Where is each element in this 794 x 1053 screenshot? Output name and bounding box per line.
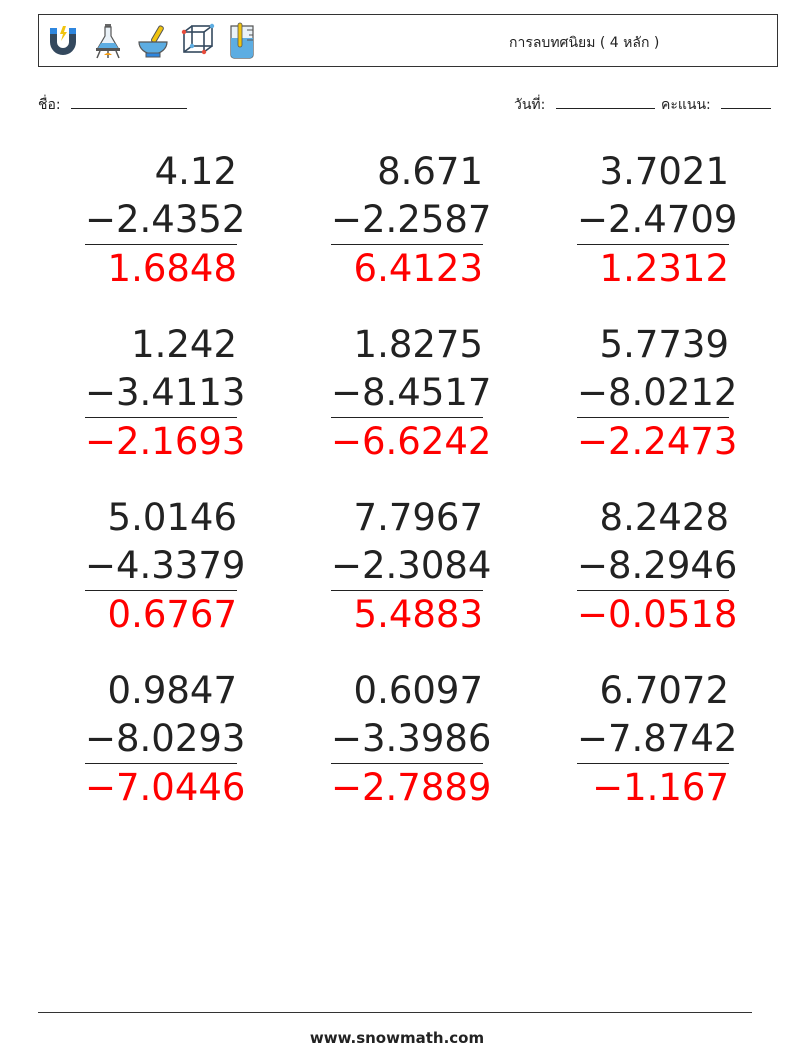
subtrahend: −8.0212 xyxy=(577,371,738,414)
minuend: 5.0146 xyxy=(107,496,237,539)
answer: 1.6848 xyxy=(107,247,237,290)
minuend: 1.242 xyxy=(131,323,237,366)
subtrahend: −2.4352 xyxy=(85,198,246,241)
footer-site: www.snowmath.com xyxy=(309,1029,485,1047)
answer: 0.6767 xyxy=(107,593,237,636)
subtraction-problem xyxy=(85,667,246,812)
cube-icon xyxy=(180,22,216,60)
answer: 1.2312 xyxy=(599,247,729,290)
answer: 5.4883 xyxy=(353,593,483,636)
subtrahend: −2.2587 xyxy=(331,198,492,241)
icon-strip xyxy=(45,22,261,62)
minuend: 0.6097 xyxy=(353,669,483,712)
score-field[interactable] xyxy=(661,94,771,116)
subtraction-problem xyxy=(331,148,492,293)
date-line xyxy=(556,96,655,109)
subtrahend: −3.3986 xyxy=(331,717,492,760)
answer: −2.1693 xyxy=(85,420,246,463)
answer: −2.2473 xyxy=(577,420,738,463)
footer-divider xyxy=(38,1012,752,1013)
minuend: 4.12 xyxy=(154,150,237,193)
answer: −1.167 xyxy=(592,766,729,809)
flask-icon xyxy=(90,22,126,60)
header-box xyxy=(38,14,778,67)
beaker-icon xyxy=(225,22,261,60)
subtraction-problem xyxy=(577,494,738,639)
name-line xyxy=(71,96,187,109)
subtrahend: −4.3379 xyxy=(85,544,246,587)
subtraction-problem xyxy=(85,321,246,466)
minuend: 5.7739 xyxy=(599,323,729,366)
minuend: 8.2428 xyxy=(599,496,729,539)
date-label: วันที่: xyxy=(514,97,546,113)
subtraction-problem xyxy=(85,148,246,293)
answer: −0.0518 xyxy=(577,593,738,636)
subtrahend: −8.2946 xyxy=(577,544,738,587)
minuend: 6.7072 xyxy=(599,669,729,712)
answer: 6.4123 xyxy=(353,247,483,290)
worksheet-title: การลบทศนิยม ( 4 หลัก ) xyxy=(509,35,660,51)
subtraction-problem xyxy=(577,321,738,466)
subtrahend: −7.8742 xyxy=(577,717,738,760)
date-field[interactable] xyxy=(514,94,655,116)
magnet-icon xyxy=(45,22,81,60)
subtrahend: −8.0293 xyxy=(85,717,246,760)
score-line xyxy=(721,96,771,109)
answer: −2.7889 xyxy=(331,766,492,809)
minuend: 1.8275 xyxy=(353,323,483,366)
subtraction-problem xyxy=(331,494,492,639)
subtrahend: −2.3084 xyxy=(331,544,492,587)
subtraction-problem xyxy=(331,667,492,812)
answer: −7.0446 xyxy=(85,766,246,809)
name-field[interactable] xyxy=(38,94,187,116)
subtraction-problem xyxy=(331,321,492,466)
subtraction-problem xyxy=(577,667,738,812)
subtrahend: −3.4113 xyxy=(85,371,246,414)
subtraction-problem xyxy=(577,148,738,293)
minuend: 3.7021 xyxy=(599,150,729,193)
subtraction-problem xyxy=(85,494,246,639)
mortar-pestle-icon xyxy=(135,22,171,60)
subtrahend: −8.4517 xyxy=(331,371,492,414)
minuend: 7.7967 xyxy=(353,496,483,539)
name-label: ชื่อ: xyxy=(38,97,61,113)
minuend: 0.9847 xyxy=(107,669,237,712)
subtrahend: −2.4709 xyxy=(577,198,738,241)
minuend: 8.671 xyxy=(377,150,483,193)
answer: −6.6242 xyxy=(331,420,492,463)
score-label: คะแนน: xyxy=(661,97,711,113)
